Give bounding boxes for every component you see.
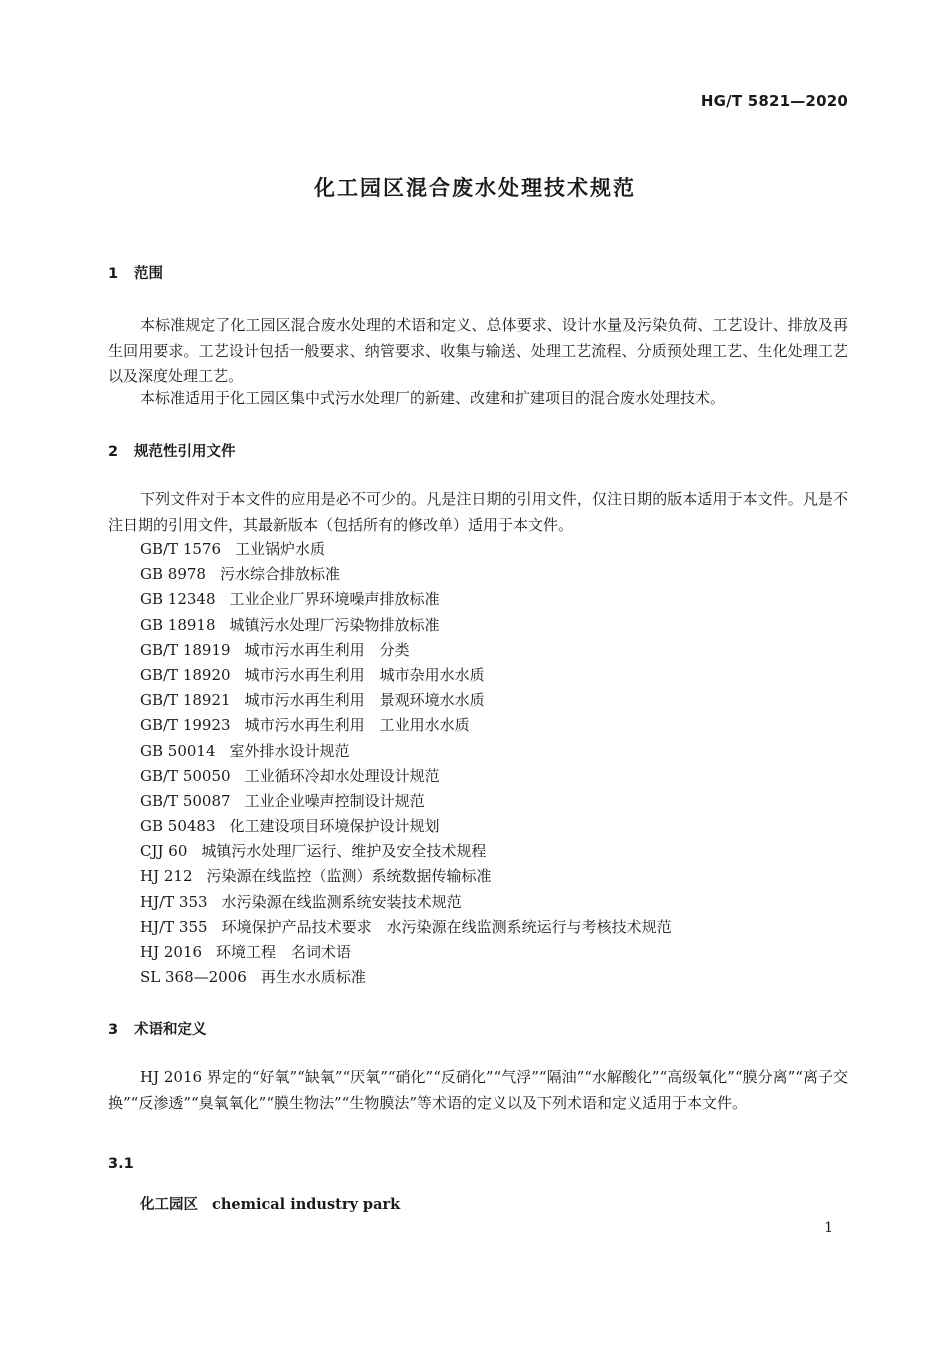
reference-title: 水污染源在线监测系统安装技术规范 (221, 892, 462, 911)
reference-item (140, 713, 672, 738)
term-entry (140, 1193, 400, 1214)
reference-title: 污水综合排放标准 (219, 565, 340, 584)
section-3-heading (108, 1018, 207, 1039)
reference-code: GB/T 18920 (140, 665, 231, 684)
section-2-heading (108, 440, 236, 461)
reference-code: SL 368—2006 (140, 968, 247, 987)
reference-title: 城镇污水处理厂运行、维护及安全技术规程 (201, 842, 487, 861)
reference-item (140, 764, 672, 789)
reference-title: 工业锅炉水质 (235, 540, 326, 558)
subsection-3-1-number: 3.1 (108, 1156, 134, 1172)
reference-code: GB 18918 (140, 615, 216, 634)
reference-code: GB/T 18921 (140, 691, 231, 710)
reference-code: HJ 2016 (140, 943, 203, 961)
section-number: 1 (108, 266, 119, 282)
section-title: 范围 (134, 266, 163, 282)
section-title: 规范性引用文件 (134, 444, 236, 460)
reference-item (140, 814, 672, 839)
document-title: 化工园区混合废水处理技术规范 (314, 176, 636, 200)
section-2-intro: 下列文件对于本文件的应用是必不可少的。凡是注日期的引用文件，仅注日期的版本适用于本文件。凡是不注日期的引用文件，其最新版本（包括所有的修改单）适用于本文件。 (108, 490, 848, 534)
reference-title: 城市污水再生利用 城市杂用水水质 (244, 665, 485, 684)
reference-item (140, 688, 672, 713)
reference-item (140, 587, 672, 612)
reference-title: 工业企业厂界环境噪声排放标准 (229, 590, 440, 609)
normative-reference-list (140, 537, 672, 990)
reference-code: CJJ 60 (140, 842, 188, 861)
reference-title: 再生水水质标准 (260, 968, 366, 987)
term-chinese: 化工园区 (140, 1197, 198, 1213)
reference-item (140, 890, 672, 915)
reference-item (140, 789, 672, 814)
reference-code: HJ/T 355 (140, 917, 208, 936)
reference-code: GB 50483 (140, 817, 216, 836)
section-1-paragraph-2: 本标准适用于化工园区集中式污水处理厂的新建、改建和扩建项目的混合废水处理技术。 (140, 389, 726, 407)
reference-title: 环境保护产品技术要求 水污染源在线监测系统运行与考核技术规范 (221, 917, 672, 936)
page-number: 1 (824, 1220, 833, 1236)
section-number: 2 (108, 444, 119, 460)
reference-code: GB/T 50087 (140, 791, 231, 810)
reference-title: 工业循环冷却水处理设计规范 (244, 766, 440, 785)
reference-code: HJ/T 353 (140, 892, 208, 911)
reference-item (140, 864, 672, 889)
reference-item (140, 739, 672, 764)
section-title: 术语和定义 (134, 1022, 207, 1038)
reference-item (140, 965, 672, 990)
reference-title: 化工建设项目环境保护设计规划 (229, 817, 440, 836)
reference-code: HJ 212 (140, 867, 193, 886)
reference-item (140, 613, 672, 638)
reference-code: GB 12348 (140, 590, 216, 609)
term-english: chemical industry park (212, 1196, 401, 1213)
reference-item (140, 638, 672, 663)
reference-title: 城镇污水处理厂污染物排放标准 (229, 615, 440, 634)
section-3-intro: HJ 2016 界定的“好氧”“缺氧”“厌氧”“硝化”“反硝化”“气浮”“隔油”“水解酸化”“高级氧化”“膜分离”“离子交换”“反渗透”“臭氧氧化”“膜生物法”“生物膜法”等术语的定义以及下列术语和定义适用于本文件。 (108, 1068, 848, 1112)
reference-title: 室外排水设计规范 (229, 741, 350, 760)
standard-code: HG/T 5821—2020 (700, 92, 848, 110)
reference-code: GB/T 18919 (140, 640, 231, 659)
reference-code: GB 50014 (140, 741, 216, 760)
section-number: 3 (108, 1022, 119, 1038)
section-1-heading (108, 262, 163, 283)
section-1-paragraph-1: 本标准规定了化工园区混合废水处理的术语和定义、总体要求、设计水量及污染负荷、工艺设计、排放及再生回用要求。工艺设计包括一般要求、纳管要求、收集与输送、处理工艺流程、分质预处理工艺、生化处理工艺以及深度处理工艺。 (108, 316, 848, 385)
reference-title: 污染源在线监控（监测）系统数据传输标准 (206, 867, 492, 886)
reference-title: 环境工程 名词术语 (216, 943, 352, 961)
reference-item (140, 940, 672, 965)
reference-item (140, 562, 672, 587)
reference-item (140, 663, 672, 688)
reference-title: 城市污水再生利用 工业用水水质 (244, 716, 470, 735)
reference-code: GB/T 1576 (140, 540, 222, 558)
reference-title: 城市污水再生利用 分类 (244, 640, 410, 659)
reference-code: GB 8978 (140, 565, 206, 584)
reference-item (140, 915, 672, 940)
reference-code: GB/T 19923 (140, 716, 231, 735)
reference-title: 工业企业噪声控制设计规范 (244, 791, 425, 810)
reference-code: GB/T 50050 (140, 766, 231, 785)
reference-item (140, 537, 672, 562)
reference-item (140, 839, 672, 864)
reference-title: 城市污水再生利用 景观环境水水质 (244, 691, 485, 710)
